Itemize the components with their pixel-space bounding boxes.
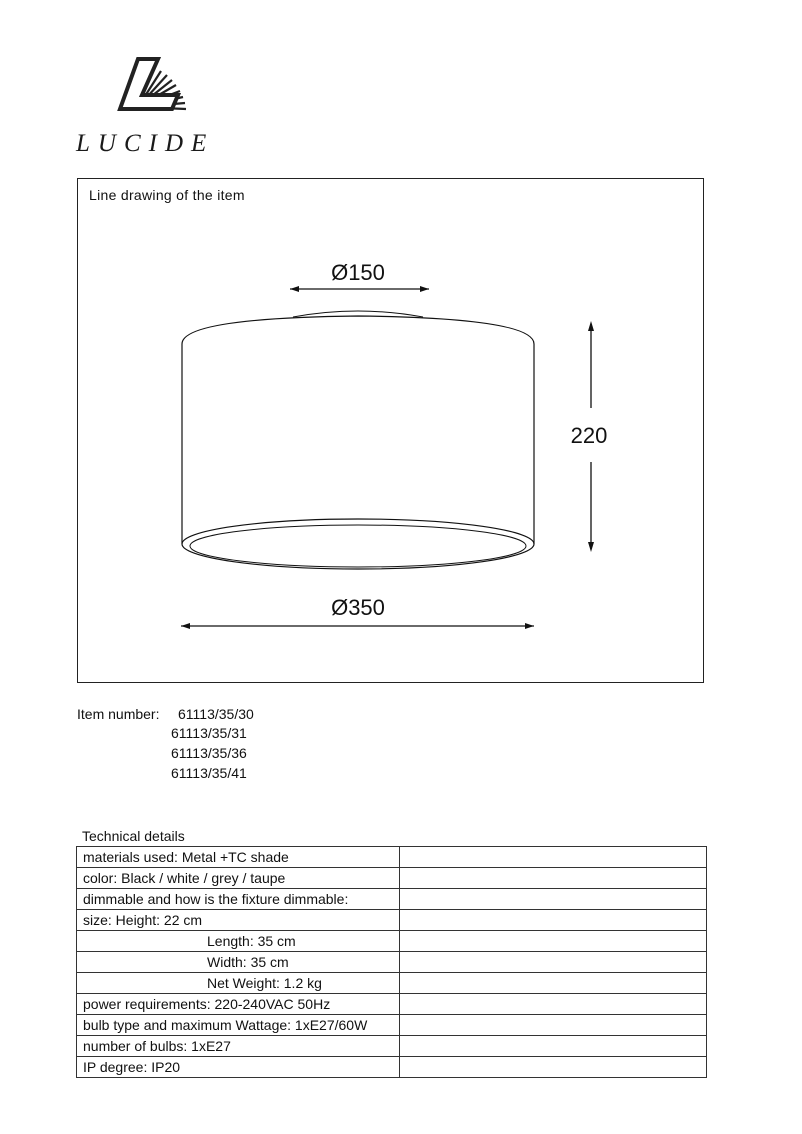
table-row <box>77 931 707 952</box>
dim-height-label: 220 <box>570 423 608 448</box>
dim-bottom-label: Ø350 <box>331 595 385 620</box>
spec-number-of-bulbs: number of bulbs: 1xE27 <box>77 1036 400 1057</box>
spec-value-cell <box>400 952 707 973</box>
spec-value-cell <box>400 868 707 889</box>
spec-value-cell <box>400 847 707 868</box>
spec-ip-degree: IP degree: IP20 <box>77 1057 400 1078</box>
brand-wordmark: LUCIDE <box>76 130 215 157</box>
lucide-logo-mark-icon <box>76 55 226 135</box>
table-row <box>77 868 707 889</box>
shade-bottom-inner <box>190 525 526 567</box>
table-row <box>77 994 707 1015</box>
dim-height-arrow-top <box>588 321 594 331</box>
table-row <box>77 973 707 994</box>
spec-value-cell <box>400 1057 707 1078</box>
spec-size-width: Width: 35 cm <box>77 952 400 973</box>
technical-details-table <box>76 846 707 1078</box>
spec-value-cell <box>400 1036 707 1057</box>
spec-value-cell <box>400 994 707 1015</box>
spec-color: color: Black / white / grey / taupe <box>77 868 400 889</box>
spec-value-cell <box>400 931 707 952</box>
spec-value-cell <box>400 889 707 910</box>
item-number-2: 61113/35/31 <box>171 725 247 741</box>
table-row <box>77 910 707 931</box>
spec-value-cell <box>400 973 707 994</box>
spec-value-cell <box>400 910 707 931</box>
table-row <box>77 889 707 910</box>
table-row <box>77 1015 707 1036</box>
dim-top-label: Ø150 <box>331 260 385 285</box>
dim-top-arrow-right <box>420 286 429 292</box>
table-row <box>77 1036 707 1057</box>
item-number-3: 61113/35/36 <box>171 745 247 761</box>
shade-bottom-outer <box>182 519 534 569</box>
item-number-label: Item number: <box>77 706 160 722</box>
spec-dimmable: dimmable and how is the fixture dimmable: <box>77 889 400 910</box>
spec-size-length: Length: 35 cm <box>77 931 400 952</box>
spec-net-weight: Net Weight: 1.2 kg <box>77 973 400 994</box>
table-row <box>77 1057 707 1078</box>
dim-bottom-arrow-right <box>525 623 534 629</box>
lamp-line-drawing <box>77 178 704 683</box>
spec-value-cell <box>400 1015 707 1036</box>
spec-size-height: size: Height: 22 cm <box>77 910 400 931</box>
shade-top-edge <box>182 316 534 344</box>
table-row <box>77 847 707 868</box>
spec-power: power requirements: 220-240VAC 50Hz <box>77 994 400 1015</box>
dim-bottom-arrow-left <box>181 623 190 629</box>
dim-top-arrow-left <box>290 286 299 292</box>
technical-details-title: Technical details <box>82 828 185 844</box>
spec-materials: materials used: Metal +TC shade <box>77 847 400 868</box>
spec-bulb-type: bulb type and maximum Wattage: 1xE27/60W <box>77 1015 400 1036</box>
item-number-1: 61113/35/30 <box>178 706 254 722</box>
drawing-caption: Line drawing of the item <box>89 187 245 203</box>
table-row <box>77 952 707 973</box>
dim-height-arrow-bottom <box>588 542 594 552</box>
item-number-4: 61113/35/41 <box>171 765 247 781</box>
